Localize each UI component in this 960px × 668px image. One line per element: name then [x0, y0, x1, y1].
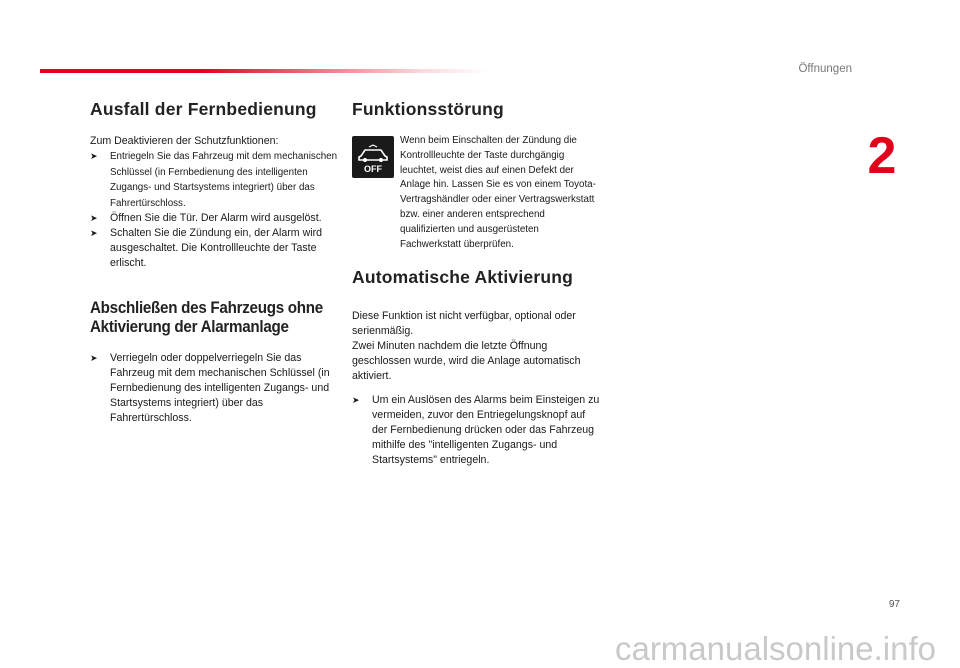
auto-para-2: Zwei Minuten nachdem die letzte Öffnung geschlossen wurde, wird die Anlage automatisch aktiviert. — [352, 340, 581, 383]
heading-funktion: Funktionsstörung — [352, 99, 504, 119]
chapter-number: 2 — [867, 127, 897, 185]
list-item: ➤ Verriegeln oder doppelverriegeln Sie das Fahrzeug mit dem mechanischen Schlüssel (in Fernbedienung des intelligenten Zugangs- und Startsystems integriert) über das Fahrertürschloss. — [90, 352, 330, 424]
list-item: ➤ Um ein Auslösen des Alarms beim Einsteigen zu vermeiden, zuvor den Entriegelungsknopf auf der Fernbedienung drücken oder das Fahrzeug mithilfe des "intelligenten Zugangs- und Startsystems" entriegeln. — [352, 394, 600, 467]
auto-para-1: Diese Funktion ist nicht verfügbar, optional oder serienmäßig. — [352, 310, 576, 338]
ausfall-intro: Zum Deaktivieren der Schutzfunktionen: — [90, 135, 279, 147]
right-column — [352, 98, 600, 468]
car-alarm-icon — [352, 136, 394, 178]
arrow-bullet-icon: ➤ — [90, 353, 98, 363]
heading-abschliessen: Abschließen des Fahrzeugs ohne Aktivierung der Alarmanlage — [90, 299, 323, 336]
list-item: ➤ Öffnen Sie die Tür. Der Alarm wird ausgelöst. — [90, 212, 322, 224]
auto-list — [352, 393, 600, 468]
heading-ausfall: Ausfall der Fernbedienung — [90, 99, 317, 119]
svg-text:OFF: OFF — [364, 164, 382, 174]
page-number: 97 — [888, 599, 900, 610]
list-item: ➤ Entriegeln Sie das Fahrzeug mit dem mechanischen Schlüssel (in Fernbedienung des intelligenten Zugangs- und Startsystems integriert) über das Fahrertürschloss. — [90, 151, 338, 209]
ausfall-list — [90, 149, 340, 271]
watermark-text: carmanualsonline.info — [614, 630, 936, 667]
arrow-bullet-icon: ➤ — [90, 151, 98, 161]
warning-text: Wenn beim Einschalten der Zündung die Kontrollleuchte der Taste durchgängig leuchtet, weist dies auf einen Defekt der Anlage hin. Lassen Sie es von einem Toyota-Vertragshändler oder einer Vertragswerkstatt bzw. einer anderen entsprechend qualifizierten und ausgerüsteten Fachwerkstatt überprüfen. — [400, 135, 596, 250]
left-column — [90, 98, 340, 426]
list-item: ➤ Schalten Sie die Zündung ein, der Alarm wird ausgeschaltet. Die Kontrollleuchte der Taste erlischt. — [90, 227, 322, 269]
section-label: Öffnungen — [798, 63, 852, 75]
arrow-bullet-icon: ➤ — [90, 213, 98, 223]
arrow-bullet-icon: ➤ — [352, 395, 360, 406]
watermark — [0, 630, 960, 666]
header-accent-bar — [40, 69, 490, 73]
alarm-off-icon — [352, 136, 394, 178]
warning-block — [352, 134, 600, 252]
heading-automatisch: Automatische Aktivierung — [352, 267, 573, 288]
abschliessen-list — [90, 351, 340, 426]
arrow-bullet-icon: ➤ — [90, 228, 98, 238]
